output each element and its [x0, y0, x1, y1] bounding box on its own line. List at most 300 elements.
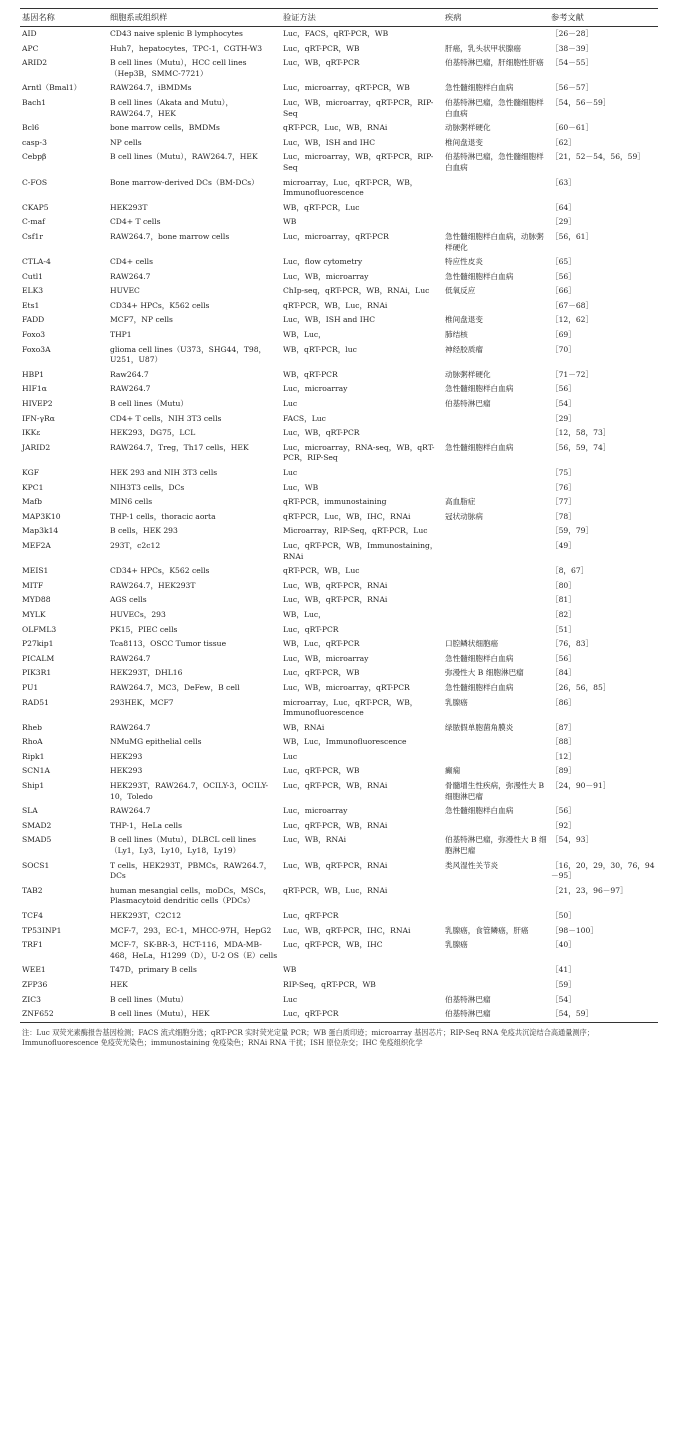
disease-cell: 急性髓细胞样白血病，动脉粥样硬化	[445, 231, 544, 252]
table-row	[20, 884, 658, 909]
gene-name-cell: Map3k14	[22, 526, 59, 536]
table-row	[20, 666, 658, 681]
table-row	[20, 764, 658, 779]
disease-cell: 特应性皮炎	[445, 257, 483, 267]
gene-name-cell: MITF	[22, 580, 44, 590]
reference-cell: ［49］	[551, 540, 576, 550]
cell-line-cell: RAW264.7，Treg，Th17 cells，HEK	[110, 442, 249, 452]
table-row	[20, 623, 658, 638]
cell-line-cell: PK15，PIEC cells	[110, 624, 178, 634]
reference-cell: ［56］	[551, 384, 576, 394]
gene-name-cell: MEF2A	[22, 540, 51, 550]
table-row	[20, 681, 658, 696]
reference-cell: ［66］	[551, 286, 576, 296]
table-row	[20, 150, 658, 175]
reference-cell: ［82］	[551, 609, 576, 619]
gene-name-cell: IFN-γRα	[22, 413, 55, 423]
gene-name-cell: SOCS1	[22, 860, 50, 870]
disease-cell: 伯基特淋巴瘤	[445, 994, 491, 1004]
gene-name-cell: HIF1α	[22, 384, 47, 394]
reference-cell: ［16，20，29，30，76，94－95］	[551, 860, 655, 881]
table-row	[20, 637, 658, 652]
gene-name-cell: JARID2	[22, 442, 51, 452]
reference-cell: ［75］	[551, 468, 576, 477]
validation-method-cell: ChIp-seq，qRT-PCR，WB，RNAi，Luc	[283, 286, 430, 296]
cell-line-cell: bone marrow cells，BMDMs	[110, 123, 220, 133]
gene-name-cell: KPC1	[22, 482, 44, 492]
reference-cell: ［76，83］	[551, 639, 594, 649]
gene-name-cell: WEE1	[22, 965, 46, 975]
table-row	[20, 343, 658, 368]
validation-method-cell: FACS，Luc	[283, 413, 326, 423]
disease-cell: 肝癌，乳头状甲状腺癌	[445, 43, 521, 53]
reference-cell: ［29］	[551, 413, 576, 423]
cell-line-cell: HEK293T	[110, 202, 148, 212]
table-header-row	[20, 9, 658, 27]
reference-cell: ［56－57］	[551, 83, 594, 93]
disease-cell: 伯基特淋巴瘤，急性髓细胞样白血病	[445, 152, 544, 172]
cell-line-cell: NMuMG epithelial cells	[110, 737, 202, 747]
table-row	[20, 750, 658, 765]
table-row	[20, 426, 658, 441]
validation-method-cell: Luc，WB，qRT-PCR，RNAi	[283, 595, 388, 605]
validation-method-cell: Luc，WB，ISH and IHC	[283, 137, 376, 147]
table-row	[20, 382, 658, 397]
validation-method-cell: WB，Luc，	[283, 609, 326, 619]
cell-line-cell: RAW264.7，iBMDMs	[110, 83, 192, 93]
validation-method-cell: WB，qRT-PCR，luc	[283, 344, 357, 354]
table-row	[20, 539, 658, 564]
gene-name-cell: Arntl（Bmal1）	[22, 83, 82, 93]
disease-cell: 动脉粥样硬化	[445, 123, 491, 133]
validation-method-cell: Luc，microarray，qRT-PCR，WB	[283, 83, 410, 93]
gene-name-cell: APC	[22, 43, 39, 53]
disease-cell	[443, 539, 549, 564]
table-row	[20, 652, 658, 667]
gene-name-cell: MYD88	[22, 595, 51, 605]
disease-cell	[443, 412, 549, 427]
reference-cell: ［98－100］	[551, 925, 598, 935]
gene-name-cell: Ets1	[22, 300, 40, 310]
disease-cell: 急性髓细胞样白血病	[445, 384, 514, 394]
cell-line-cell: HEK293	[110, 751, 143, 761]
validation-method-cell: Luc，WB，microarray	[283, 653, 369, 663]
validation-method-cell: Luc，qRT-PCR，WB	[283, 43, 360, 53]
validation-method-cell: Luc，microarray	[283, 384, 348, 394]
disease-cell: 乳腺癌	[445, 940, 468, 950]
table-row	[20, 804, 658, 819]
table-row	[20, 466, 658, 481]
cell-line-cell: glioma cell lines（U373，SHG44，T98，U251，U87）	[110, 344, 267, 365]
reference-cell: ［29］	[551, 217, 576, 227]
validation-method-cell: WB，Luc，qRT-PCR	[283, 639, 360, 649]
cell-line-cell: B cell lines（Mutu）	[110, 399, 188, 409]
table-row	[20, 176, 658, 201]
table-row	[20, 397, 658, 412]
cell-line-cell: RAW264.7	[110, 384, 151, 394]
reference-cell: ［59］	[551, 979, 576, 989]
disease-cell	[443, 426, 549, 441]
table-row	[20, 909, 658, 924]
cell-line-cell: Huh7，hepatocytes，TPC-1，CGTH-W3	[110, 43, 263, 53]
table-row	[20, 859, 658, 884]
header-disease: 疾病	[443, 9, 549, 27]
validation-method-cell: WB	[283, 217, 297, 227]
disease-cell: 神经胶质瘤	[445, 344, 483, 354]
table-row	[20, 510, 658, 525]
validation-method-cell: microarray，Luc，qRT-PCR，WB，Immunofluorescence	[283, 697, 418, 718]
reference-cell: ［56］	[551, 806, 576, 816]
table-row	[20, 924, 658, 939]
cell-line-cell: B cell lines（Mutu），DLBCL cell lines（Ly1，Ly3，Ly10，Ly18，Ly19）	[110, 835, 257, 856]
validation-method-cell: microarray，Luc，qRT-PCR，WB，Immunofluorescence	[283, 177, 418, 198]
validation-method-cell: Luc，WB，microarray，qRT-PCR	[283, 682, 410, 692]
gene-name-cell: ELK3	[22, 286, 44, 296]
validation-method-cell: Luc，qRT-PCR，WB，Immunostaining，RNAi	[283, 540, 438, 561]
validation-method-cell: Luc，microarray，WB，qRT-PCR，RIP-Seq	[283, 152, 434, 172]
validation-method-cell: Luc，qRT-PCR	[283, 911, 339, 920]
reference-cell: ［12，62］	[551, 315, 594, 325]
gene-name-cell: SMAD2	[22, 820, 52, 830]
disease-cell	[443, 978, 549, 993]
disease-cell: 椎间盘退变	[445, 137, 483, 147]
disease-cell: 伯基特淋巴瘤，急性髓细胞样白血病	[445, 97, 544, 118]
reference-cell: ［65］	[551, 257, 576, 267]
validation-method-cell: Luc，qRT-PCR，WB，IHC	[283, 940, 383, 950]
table-row	[20, 441, 658, 466]
gene-name-cell: RhoA	[22, 737, 43, 747]
gene-name-cell: Bcl6	[22, 123, 40, 133]
validation-method-cell: Luc，WB，qRT-PCR，RNAi	[283, 860, 388, 870]
table-row	[20, 215, 658, 230]
validation-method-cell: Luc	[283, 994, 298, 1004]
reference-cell: ［67－68］	[551, 300, 594, 310]
disease-cell: 椎间盘退变	[445, 315, 483, 325]
disease-cell: 高血脂症	[445, 497, 476, 507]
validation-method-cell: WB	[283, 965, 297, 975]
gene-name-cell: ZFP36	[22, 979, 48, 989]
validation-method-cell: Luc，WB，qRT-PCR，RNAi	[283, 580, 388, 590]
reference-cell: ［51］	[551, 624, 576, 634]
reference-cell: ［80］	[551, 580, 576, 590]
table-row	[20, 313, 658, 328]
disease-cell: 急性髓细胞样白血病	[445, 806, 514, 816]
cell-line-cell: T47D，primary B cells	[110, 965, 197, 975]
reference-cell: ［38－39］	[551, 43, 594, 53]
validation-method-cell: Luc，qRT-PCR，WB，RNAi	[283, 820, 388, 830]
disease-cell: 动脉粥样硬化	[445, 369, 491, 379]
cell-line-cell: HEK 293 and NIH 3T3 cells	[110, 468, 218, 477]
disease-cell: 伯基特淋巴瘤	[445, 399, 491, 409]
disease-cell: 癫痫	[445, 766, 461, 776]
table-row	[20, 524, 658, 539]
validation-method-cell: Luc，WB，RNAi	[283, 835, 347, 845]
cell-line-cell: MCF-7，SK-BR-3，HCT-116，MDA-MB-468，HeLa，H1299（D），U-2 OS（E）cells	[110, 940, 278, 960]
cell-line-cell: 293HEK，MCF7	[110, 697, 174, 707]
gene-name-cell: HIVEP2	[22, 399, 53, 409]
cell-line-cell: CD34+ HPCs，K562 cells	[110, 566, 210, 576]
reference-cell: ［63］	[551, 177, 576, 187]
table-row	[20, 608, 658, 623]
reference-cell: ［40］	[551, 940, 576, 950]
reference-cell: ［12］	[551, 751, 576, 761]
disease-cell	[443, 735, 549, 750]
validation-method-cell: qRT-PCR，WB，Luc，RNAi	[283, 300, 388, 310]
gene-name-cell: Cutl1	[22, 271, 44, 281]
disease-cell: 弥漫性大 B 细胞淋巴瘤	[445, 668, 524, 678]
reference-cell: ［62］	[551, 137, 576, 147]
validation-method-cell: WB，Luc，	[283, 330, 326, 340]
reference-cell: ［76］	[551, 482, 576, 492]
table-row	[20, 735, 658, 750]
cell-line-cell: CD43 naive splenic B lymphocytes	[110, 29, 243, 38]
cell-line-cell: B cell lines（Mutu），HEK	[108, 1007, 281, 1022]
disease-cell	[443, 466, 549, 481]
cell-line-cell: human mesangial cells，moDCs，MSCs，Plasmacytoid dendritic cells（PDCs）	[110, 885, 272, 906]
gene-name-cell: ZNF652	[20, 1007, 108, 1022]
table-row	[20, 993, 658, 1008]
gene-name-cell: C-maf	[22, 217, 45, 227]
table-row	[20, 963, 658, 978]
header-references: 参考文献	[549, 9, 658, 27]
reference-cell: ［84］	[551, 668, 576, 678]
cell-line-cell: Bone marrow-derived DCs（BM-DCs）	[110, 177, 259, 187]
cell-line-cell: CD34+ HPCs，K562 cells	[110, 300, 210, 310]
gene-name-cell: CTLA-4	[22, 257, 51, 267]
validation-method-cell: Luc，qRT-PCR	[281, 1007, 443, 1022]
gene-name-cell: Bach1	[22, 97, 47, 107]
disease-cell	[443, 750, 549, 765]
cell-line-cell: B cell lines（Mutu）	[110, 994, 188, 1004]
cell-line-cell: RAW264.7	[110, 806, 151, 816]
cell-line-cell: B cell lines（Mutu），HCC cell lines（Hep3B，SMMC-7721）	[110, 58, 247, 78]
validation-method-cell: Microarray，RIP-Seq，qRT-PCR，Luc	[283, 526, 428, 536]
gene-name-cell: KGF	[22, 468, 40, 477]
cell-line-cell: RAW264.7	[110, 722, 151, 732]
gene-name-cell: TCF4	[22, 911, 43, 920]
disease-cell	[443, 963, 549, 978]
validation-method-cell: WB，RNAi	[283, 722, 325, 732]
table-row	[20, 721, 658, 736]
validation-method-cell: Luc，WB，microarray，qRT-PCR，RIP-Seq	[283, 97, 434, 118]
validation-method-cell: Luc	[283, 751, 298, 761]
gene-name-cell: OLFML3	[22, 624, 57, 634]
reference-cell: ［21，52－54，56，59］	[551, 152, 645, 162]
gene-name-cell: AID	[22, 29, 37, 38]
header-gene-name: 基因名称	[20, 9, 108, 27]
cell-line-cell: Tca8113，OSCC Tumor tissue	[110, 639, 227, 649]
disease-cell	[443, 909, 549, 924]
table-row	[20, 696, 658, 721]
validation-method-cell: Luc	[283, 468, 298, 477]
table-row	[20, 412, 658, 427]
table-row	[20, 299, 658, 314]
disease-cell: 急性髓细胞样白血病	[445, 653, 514, 663]
disease-cell	[443, 819, 549, 834]
validation-method-cell: WB，qRT-PCR，Luc	[283, 202, 360, 212]
validation-method-cell: Luc，qRT-PCR	[283, 624, 339, 634]
cell-line-cell: HEK293	[110, 766, 143, 776]
reference-cell: ［50］	[551, 911, 576, 920]
validation-method-cell: Luc，WB，qRT-PCR	[283, 428, 360, 438]
validation-method-cell: Luc，WB	[283, 482, 319, 492]
table-row	[20, 81, 658, 96]
disease-cell	[443, 176, 549, 201]
validation-method-cell: Luc，WB，microarray	[283, 271, 369, 281]
disease-cell	[443, 27, 549, 42]
validation-method-cell: qRT-PCR，WB，Luc	[283, 566, 360, 576]
table-row	[20, 495, 658, 510]
validation-method-cell: RIP-Seq，qRT-PCR，WB	[283, 979, 376, 989]
cell-line-cell: AGS cells	[110, 595, 147, 605]
disease-cell: 肺结核	[445, 330, 468, 340]
cell-line-cell: B cell lines（Akata and Mutu），RAW264.7，HEK	[110, 97, 234, 118]
gene-name-cell: MAP3K10	[22, 511, 61, 521]
gene-name-cell: SCN1A	[22, 766, 50, 776]
disease-cell: 乳腺癌	[445, 697, 468, 707]
disease-cell	[443, 593, 549, 608]
cell-line-cell: NP cells	[110, 137, 142, 147]
reference-cell: ［60－61］	[551, 123, 594, 133]
gene-name-cell: P27kip1	[22, 639, 54, 649]
reference-cell: ［56］	[551, 653, 576, 663]
gene-name-cell: Ripk1	[22, 751, 45, 761]
table-row	[20, 56, 658, 81]
validation-method-cell: Luc	[283, 399, 298, 409]
gene-name-cell: casp-3	[22, 137, 47, 147]
gene-target-table	[20, 8, 658, 1023]
cell-line-cell: RAW264.7	[110, 271, 151, 281]
reference-cell: ［54－55］	[551, 58, 594, 68]
cell-line-cell: RAW264.7，HEK293T	[110, 580, 196, 590]
gene-name-cell: TP53INP1	[22, 925, 62, 935]
reference-cell: ［92］	[551, 820, 576, 830]
reference-cell: ［89］	[551, 766, 576, 776]
disease-cell: 口腔鳞状细胞癌	[445, 639, 499, 649]
reference-cell: ［54，59］	[549, 1007, 658, 1022]
disease-cell	[443, 623, 549, 638]
validation-method-cell: WB，qRT-PCR	[283, 369, 338, 379]
gene-name-cell: IKKε	[22, 428, 41, 438]
gene-name-cell: PU1	[22, 682, 39, 692]
reference-cell: ［69］	[551, 330, 576, 340]
reference-cell: ［88］	[551, 737, 576, 747]
reference-cell: ［87］	[551, 722, 576, 732]
table-footnote: 注：Luc 双荧光素酶报告基因检测；FACS 流式细胞分选；qRT-PCR 实时荧光定量 PCR；WB 蛋白质印迹；microarray 基因芯片；RIP-Seq RNA 免疫共沉淀结合高通量测序；Immunofluorescence 免疫荧光染色；immunostaining 免疫染色；RNAi RNA 干扰；ISH 原位杂交；IHC 免疫组织化学	[22, 1027, 594, 1047]
disease-cell: 急性髓细胞样白血病	[445, 83, 514, 93]
cell-line-cell: MCF-7，293，EC-1，MHCC-97H，HepG2	[110, 925, 272, 935]
gene-name-cell: Cebpβ	[22, 152, 47, 162]
reference-cell: ［54］	[551, 399, 576, 409]
validation-method-cell: Luc，microarray，qRT-PCR	[283, 231, 389, 241]
table-row	[20, 136, 658, 151]
disease-cell: 急性髓细胞样白血病	[445, 682, 514, 692]
validation-method-cell: Luc，flow cytometry	[283, 257, 363, 267]
table-row	[20, 564, 658, 579]
gene-name-cell: FADD	[22, 315, 45, 325]
gene-name-cell: HBP1	[22, 369, 45, 379]
disease-cell: 绿脓假单胞菌角膜炎	[445, 722, 514, 732]
table-row	[20, 270, 658, 285]
header-validation-method: 验证方法	[281, 9, 443, 27]
disease-cell	[443, 564, 549, 579]
validation-method-cell: Luc，qRT-PCR，WB，RNAi	[283, 781, 388, 791]
table-row	[20, 1007, 658, 1022]
validation-method-cell: Luc，microarray	[283, 806, 348, 816]
gene-name-cell: ZIC3	[22, 994, 41, 1004]
cell-line-cell: RAW264.7	[110, 653, 151, 663]
disease-cell: 低氧反应	[445, 286, 476, 296]
gene-name-cell: Mafb	[22, 497, 42, 507]
reference-cell: ［81］	[551, 595, 576, 605]
table-row	[20, 579, 658, 594]
disease-cell: 急性髓细胞样白血病	[445, 271, 514, 281]
table-row	[20, 833, 658, 858]
reference-cell: ［54，93］	[551, 835, 594, 845]
cell-line-cell: T cells，HEK293T，PBMCs，RAW264.7，DCs	[110, 860, 272, 881]
cell-line-cell: CD4+ T cells，NIH 3T3 cells	[110, 413, 222, 423]
disease-cell	[443, 481, 549, 496]
table-row	[20, 978, 658, 993]
table-row	[20, 938, 658, 963]
validation-method-cell: Luc，qRT-PCR，WB	[283, 766, 360, 776]
validation-method-cell: Luc，WB，ISH and IHC	[283, 315, 376, 325]
gene-name-cell: Csf1r	[22, 231, 43, 241]
gene-name-cell: ARID2	[22, 58, 48, 68]
reference-cell: ［86］	[551, 697, 576, 707]
gene-name-cell: SMAD5	[22, 835, 52, 845]
validation-method-cell: qRT-PCR，Luc，WB，IHC，RNAi	[283, 511, 411, 521]
reference-cell: ［41］	[551, 965, 576, 975]
table-row	[20, 42, 658, 57]
reference-cell: ［64］	[551, 202, 576, 212]
disease-cell	[443, 524, 549, 539]
reference-cell: ［70］	[551, 344, 576, 354]
table-row	[20, 284, 658, 299]
reference-cell: ［71－72］	[551, 369, 594, 379]
reference-cell: ［56］	[551, 271, 576, 281]
disease-cell: 伯基特淋巴瘤	[443, 1007, 549, 1022]
validation-method-cell: Luc，FACS，qRT-PCR，WB	[283, 29, 389, 38]
disease-cell: 急性髓细胞样白血病	[445, 442, 514, 452]
reference-cell: ［24，90－91］	[551, 781, 611, 791]
table-row	[20, 230, 658, 255]
validation-method-cell: Luc，microarray，RNA-seq，WB，qRT-PCR，RIP-Seq	[283, 442, 435, 463]
disease-cell	[443, 299, 549, 314]
document	[20, 8, 658, 1048]
cell-line-cell: HEK	[110, 979, 128, 989]
disease-cell: 乳腺癌，食管鳞癌，肝癌	[445, 925, 529, 935]
table-row	[20, 201, 658, 216]
cell-line-cell: HEK293T，C2C12	[110, 911, 182, 920]
gene-name-cell: PIK3R1	[22, 668, 52, 678]
disease-cell	[443, 579, 549, 594]
table-row	[20, 328, 658, 343]
cell-line-cell: HUVECs，293	[110, 609, 166, 619]
cell-line-cell: NIH3T3 cells，DCs	[110, 482, 185, 492]
cell-line-cell: MIN6 cells	[110, 497, 153, 507]
table-row	[20, 779, 658, 804]
table-row	[20, 368, 658, 383]
cell-line-cell: RAW264.7，MC3，DeFew，B cell	[110, 682, 240, 692]
validation-method-cell: qRT-PCR，Luc，WB，RNAi	[283, 123, 388, 133]
reference-cell: ［77］	[551, 497, 576, 507]
disease-cell: 伯基特淋巴瘤，弥漫性大 B 细胞淋巴瘤	[445, 835, 547, 856]
validation-method-cell: Luc，WB，qRT-PCR，IHC，RNAi	[283, 925, 411, 935]
cell-line-cell: CD4+ T cells	[110, 217, 161, 227]
disease-cell	[443, 608, 549, 623]
cell-line-cell: Raw264.7	[110, 369, 149, 379]
